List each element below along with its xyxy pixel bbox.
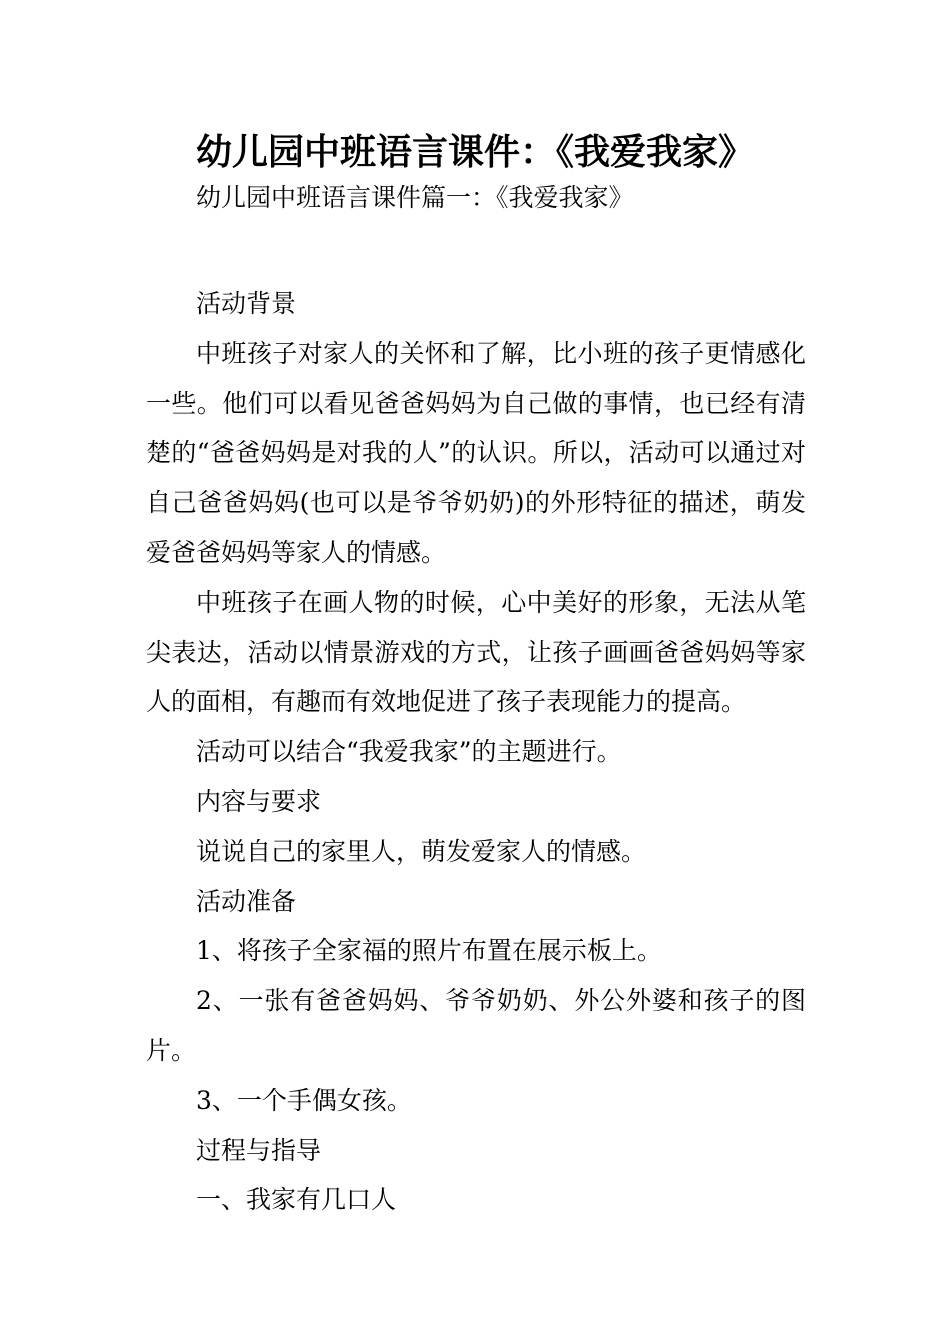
section-heading-background: 活动背景 <box>196 289 297 318</box>
paragraph-background-2: 中班孩子在画人物的时候，心中美好的形象，无法从笔尖表达，活动以情景游戏的方式，让孩子画画爸爸妈妈等家人的面相，有趣而有效地促进了孩子表现能力的提高。 <box>146 587 806 717</box>
document-subtitle: 幼儿园中班语言课件篇一：《我爱我家》 <box>196 183 634 212</box>
list-item-preparation-3: 3、一个手偶女孩。 <box>196 1085 412 1115</box>
paragraph-content: 说说自己的家里人，萌发爱家人的情感。 <box>196 836 647 866</box>
section-heading-process: 过程与指导 <box>196 1135 322 1165</box>
section-heading-content: 内容与要求 <box>196 786 322 816</box>
document-title: 幼儿园中班语言课件：《我爱我家》 <box>196 131 755 173</box>
section-heading-preparation: 活动准备 <box>196 886 297 916</box>
list-item-preparation-2: 2、一张有爸爸妈妈、爷爷奶奶、外公外婆和孩子的图片。 <box>146 986 806 1065</box>
subsection-heading-family: 一、我家有几口人 <box>196 1185 397 1215</box>
list-item-preparation-1: 1、将孩子全家福的照片布置在展示板上。 <box>196 936 662 966</box>
paragraph-background-1: 中班孩子对家人的关怀和了解，比小班的孩子更情感化一些。他们可以看见爸爸妈妈为自己做的事情，也已经有清楚的“爸爸妈妈是对我的人”的认识。所以，活动可以通过对自己爸爸妈妈(也可以是爷爷奶奶)的外形特征的描述，萌发爱爸爸妈妈等家人的情感。 <box>146 338 806 567</box>
document-body <box>146 279 806 1225</box>
paragraph-theme-note: 活动可以结合“我爱我家”的主题进行。 <box>196 737 622 767</box>
